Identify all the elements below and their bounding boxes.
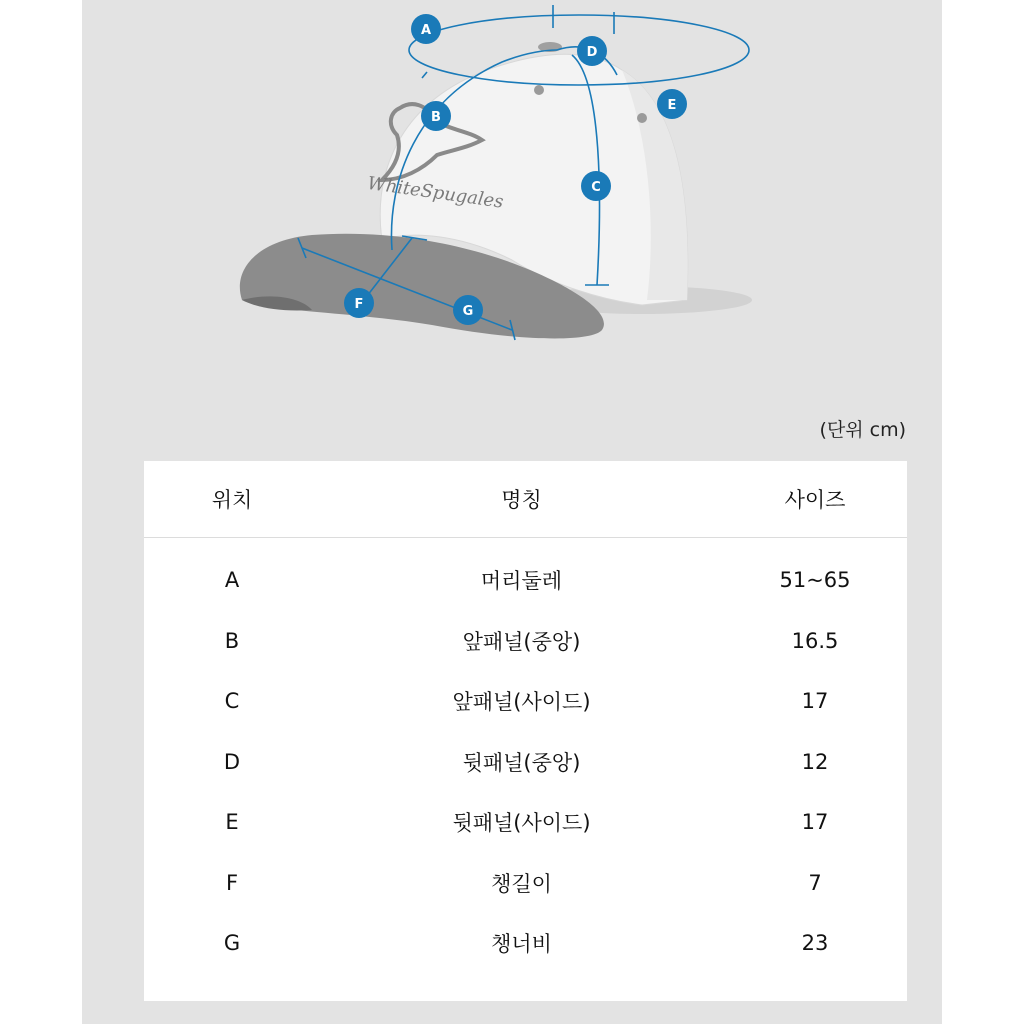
marker-a (411, 14, 441, 44)
row-size: 51~65 (779, 568, 851, 593)
table-row (144, 853, 907, 914)
row-position: G (223, 931, 241, 956)
cap-illustration (82, 0, 942, 400)
table-row (144, 913, 907, 974)
row-position: C (224, 689, 240, 714)
row-name: 뒷패널(중앙) (462, 750, 581, 775)
marker-c (581, 171, 611, 201)
tick-a3 (422, 72, 427, 78)
row-position: E (225, 810, 239, 835)
row-size: 17 (801, 810, 829, 835)
size-table (144, 461, 907, 1001)
eyelet (534, 85, 544, 95)
marker-b (421, 101, 451, 131)
marker-f (344, 288, 374, 318)
cap-measurement-diagram (82, 0, 942, 400)
row-position: D (223, 749, 241, 774)
row-name: 뒷패널(사이드) (452, 811, 591, 836)
row-name: 머리둘레 (480, 569, 563, 594)
row-position: F (225, 870, 239, 895)
row-size: 7 (808, 870, 822, 895)
unit-note: (단위 cm) (819, 419, 906, 441)
row-size: 12 (801, 749, 829, 774)
svg-text:E: E (667, 98, 677, 113)
row-position: A (224, 568, 240, 593)
table-row (144, 792, 907, 853)
table-row (144, 671, 907, 732)
table-row (144, 611, 907, 672)
row-name: 앞패널(중앙) (462, 629, 581, 654)
row-size: 23 (801, 931, 829, 956)
svg-text:A: A (420, 23, 432, 38)
marker-e (657, 89, 687, 119)
row-size: 16.5 (791, 628, 839, 653)
eyelet (637, 113, 647, 123)
row-name: 챙길이 (491, 871, 552, 896)
svg-text:F: F (354, 297, 364, 312)
row-size: 17 (801, 689, 829, 714)
size-guide-panel (82, 0, 942, 1024)
svg-text:G: G (462, 304, 474, 319)
header-size: 사이즈 (784, 488, 846, 512)
svg-text:D: D (586, 45, 598, 60)
header-position: 위치 (211, 488, 253, 512)
svg-text:B: B (431, 110, 441, 125)
marker-g (453, 295, 483, 325)
row-position: B (224, 628, 240, 653)
row-name: 앞패널(사이드) (452, 690, 591, 715)
svg-text:C: C (591, 180, 601, 195)
header-name: 명칭 (501, 488, 542, 512)
marker-d (577, 36, 607, 66)
logo-script: WhiteSpugales (366, 172, 505, 213)
table-row (144, 732, 907, 793)
table-body (144, 538, 907, 974)
row-name: 챙너비 (491, 932, 552, 957)
table-row (144, 550, 907, 611)
table-header (144, 461, 907, 538)
